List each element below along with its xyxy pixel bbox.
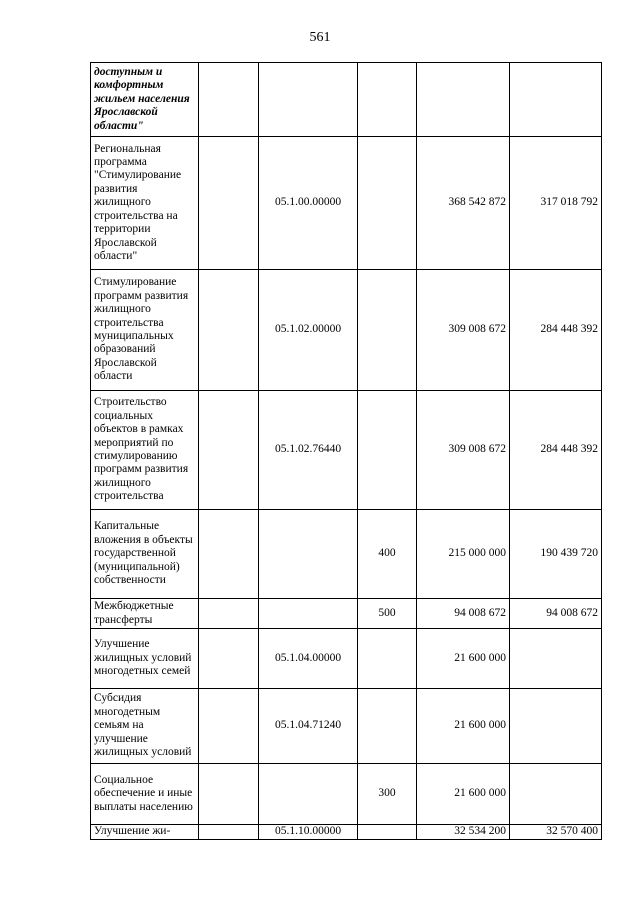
code-cell <box>259 63 358 137</box>
table-row <box>91 510 602 599</box>
expense-type-cell <box>358 63 417 137</box>
row-name-cell: Стимулирование программ развития жилищного строительства муниципальных образований Ярославской области <box>91 270 199 391</box>
empty-cell <box>199 270 259 391</box>
expense-type-cell: 500 <box>358 599 417 629</box>
code-cell: 05.1.04.71240 <box>259 689 358 764</box>
table-row <box>91 764 602 825</box>
page-number: 561 <box>309 30 331 45</box>
expense-type-cell: 400 <box>358 510 417 599</box>
row-name-cell: Социальное обеспечение и иные выплаты населению <box>91 764 199 825</box>
amount-cell-2: 190 439 720 <box>510 510 602 599</box>
empty-cell <box>199 391 259 510</box>
code-cell: 05.1.02.00000 <box>259 270 358 391</box>
table-row <box>91 599 602 629</box>
amount-cell-1: 368 542 872 <box>417 137 510 270</box>
code-cell: 05.1.02.76440 <box>259 391 358 510</box>
empty-cell <box>199 137 259 270</box>
table-row <box>91 270 602 391</box>
amount-cell-2: 284 448 392 <box>510 270 602 391</box>
code-cell: 05.1.10.00000 <box>259 825 358 840</box>
expense-type-cell <box>358 689 417 764</box>
expense-type-cell <box>358 391 417 510</box>
empty-cell <box>199 510 259 599</box>
empty-cell <box>199 825 259 840</box>
table-row <box>91 629 602 689</box>
amount-cell-2 <box>510 629 602 689</box>
amount-cell-2: 317 018 792 <box>510 137 602 270</box>
row-name-cell: Улучшение жилищных условий многодетных семей <box>91 629 199 689</box>
table-row <box>91 137 602 270</box>
amount-cell-2 <box>510 764 602 825</box>
amount-cell-1: 309 008 672 <box>417 391 510 510</box>
amount-cell-1: 21 600 000 <box>417 764 510 825</box>
row-name-cell: Строительство социальных объектов в рамках мероприятий по стимулированию программ развития жилищного строительства <box>91 391 199 510</box>
expense-type-cell: 300 <box>358 764 417 825</box>
table-row <box>91 689 602 764</box>
amount-cell-1: 32 534 200 <box>417 825 510 840</box>
code-cell: 05.1.00.00000 <box>259 137 358 270</box>
table-row <box>91 63 602 137</box>
expense-type-cell <box>358 270 417 391</box>
empty-cell <box>199 63 259 137</box>
code-cell <box>259 599 358 629</box>
amount-cell-1: 94 008 672 <box>417 599 510 629</box>
empty-cell <box>199 689 259 764</box>
empty-cell <box>199 599 259 629</box>
amount-cell-2: 32 570 400 <box>510 825 602 840</box>
expense-type-cell <box>358 825 417 840</box>
table-row <box>91 825 602 840</box>
code-cell <box>259 510 358 599</box>
code-cell <box>259 764 358 825</box>
expense-type-cell <box>358 137 417 270</box>
budget-table <box>90 62 602 840</box>
amount-cell-2: 94 008 672 <box>510 599 602 629</box>
amount-cell-2 <box>510 689 602 764</box>
amount-cell-1: 215 000 000 <box>417 510 510 599</box>
row-name-cell: доступным и комфортным жильем населения Ярославской области" <box>91 63 199 137</box>
row-name-cell: Региональная программа "Стимулирование развития жилищного строительства на территории Ярославской области" <box>91 137 199 270</box>
row-name-cell: Субсидия многодетным семьям на улучшение жилищных условий <box>91 689 199 764</box>
amount-cell-2: 284 448 392 <box>510 391 602 510</box>
amount-cell-1: 21 600 000 <box>417 689 510 764</box>
amount-cell-1 <box>417 63 510 137</box>
amount-cell-1: 21 600 000 <box>417 629 510 689</box>
amount-cell-1: 309 008 672 <box>417 270 510 391</box>
empty-cell <box>199 629 259 689</box>
row-name-cell: Капитальные вложения в объекты государственной (муниципальной) собственности <box>91 510 199 599</box>
empty-cell <box>199 764 259 825</box>
row-name-cell: Межбюджетные трансферты <box>91 599 199 629</box>
row-name-cell: Улучшение жи- <box>91 825 199 840</box>
amount-cell-2 <box>510 63 602 137</box>
code-cell: 05.1.04.00000 <box>259 629 358 689</box>
expense-type-cell <box>358 629 417 689</box>
table-row <box>91 391 602 510</box>
